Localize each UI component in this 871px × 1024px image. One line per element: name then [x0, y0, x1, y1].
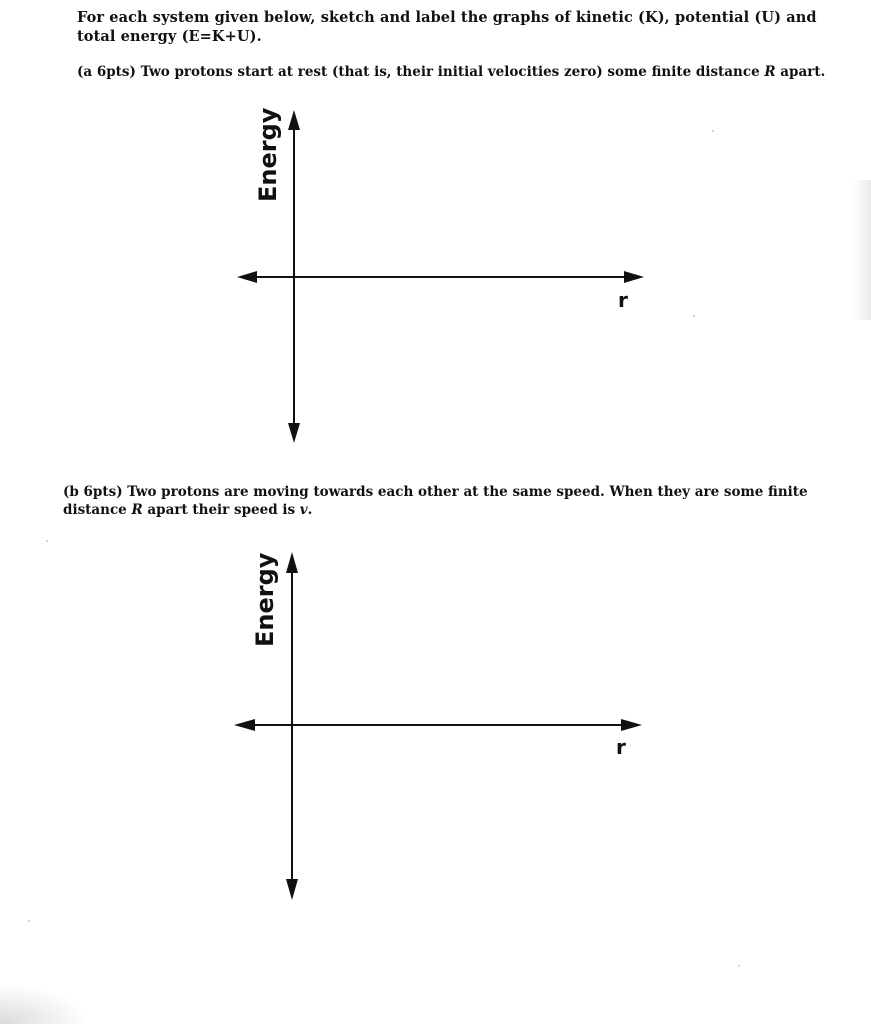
scan-speck — [693, 315, 695, 317]
graph-a — [0, 100, 871, 460]
graph-a-axes — [0, 100, 871, 460]
question-b-var-v: v — [299, 502, 308, 518]
scan-speck — [738, 965, 740, 967]
graph-b-y-arrow-down — [286, 879, 298, 900]
graph-b-y-label: Energy — [251, 552, 279, 647]
question-b-var-r: R — [131, 502, 143, 518]
graph-b-x-arrow-right — [621, 719, 642, 731]
scan-noise-right-edge — [853, 180, 871, 320]
graph-a-x-label: r — [618, 288, 628, 312]
graph-a-y-arrow-up — [288, 110, 300, 130]
question-b-prefix: (b 6pts) Two protons are moving towards each other at the same speed. When they are some finite distance — [63, 484, 808, 518]
graph-a-x-arrow-left — [237, 271, 257, 283]
graph-b-x-label: r — [616, 735, 626, 759]
scan-speck — [46, 540, 48, 542]
question-a-var-r: R — [764, 64, 776, 80]
question-a-prefix: (a 6pts) Two protons start at rest (that is, their initial velocities zero) some finite distance — [77, 64, 765, 80]
scan-speck — [28, 920, 30, 922]
graph-b-y-arrow-up — [286, 552, 298, 573]
question-b-suffix: . — [307, 502, 313, 518]
question-b-text — [63, 483, 838, 519]
graph-a-y-arrow-down — [288, 423, 300, 443]
instructions-text: For each system given below, sketch and label the graphs of kinetic (K), potential (U) and total energy (E=K+U). — [77, 9, 817, 45]
question-a-text — [77, 63, 837, 81]
graph-b-x-arrow-left — [234, 719, 255, 731]
question-b-middle: apart their speed is — [142, 502, 300, 518]
graph-a-y-label: Energy — [254, 107, 282, 202]
graph-b — [0, 545, 871, 905]
scan-noise-bottom-left — [0, 984, 90, 1024]
scan-speck — [712, 130, 714, 132]
graph-b-axes — [0, 545, 871, 905]
graph-a-x-arrow-right — [624, 271, 644, 283]
question-a-suffix: apart. — [775, 64, 826, 80]
